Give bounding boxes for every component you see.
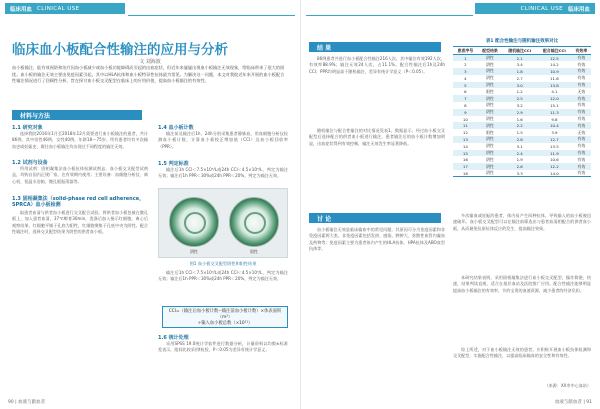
table-cell: 无效 <box>577 129 586 135</box>
table-cell: 11 <box>453 122 478 129</box>
right-header-rule <box>306 15 473 16</box>
table-cell: 阴性 <box>486 156 494 162</box>
table-row <box>453 82 591 89</box>
table-cell: 14.2 <box>550 62 559 68</box>
right-col2-para2 <box>453 275 591 345</box>
left-col2-para3 <box>158 341 288 393</box>
left-header-rule <box>128 15 295 16</box>
table-cell: 阴性 <box>486 116 494 122</box>
section-results-heading <box>309 42 441 52</box>
table-header-cell: 随机输注CCI <box>502 47 537 55</box>
table-cell: 3.1 <box>516 143 523 149</box>
table-cell: 2 <box>464 62 467 68</box>
table-row <box>453 61 591 68</box>
petri-dish-positive <box>229 197 279 247</box>
article-abstract: 血小板输注，能有效预防和治疗因血小板减少或血小板功能障碍而引起的出血症状，但近年来屡屡出现血小板输注无效现象，给临床带来了很大的困扰。血小板的输注无效主要由免疫因素引起，其中以HLA抗体和血小板特异性抗体最为常见。为解决这一问题，本文对我院近年来开展的血小板配合性输注情况进行了回顾性分析，旨在探讨血小板交叉配型在临床上的应用价值，提高血小板输注的有效性。 <box>12 65 285 84</box>
table-cell: 9.8 <box>551 116 558 122</box>
petri-dish-negative <box>169 197 219 247</box>
table-cell: 12.5 <box>537 55 572 62</box>
table-cell: 3.4 <box>516 62 523 68</box>
table-row <box>453 109 591 116</box>
table-cell: 阳性 <box>486 88 494 94</box>
subsection-1-6: 1.6 统计处理 <box>158 335 189 341</box>
table-cell: 有效 <box>577 156 586 162</box>
table-cell: 3.9 <box>551 130 558 136</box>
table-cell: 有效 <box>577 102 586 108</box>
table-header-cell: 有效率 <box>572 47 591 55</box>
table-cell: 4.1 <box>551 89 558 95</box>
para-text: 本研究结果表明，采用固相凝集法进行血小板交叉配型，操作简便、快速，结果判读直观，适合在基层血站及医院推广应用。配合性输注能够明显提高血小板输注的有效率，节约宝贵的血液资源，减少患者的经济负担。 <box>453 275 591 293</box>
dish-ring <box>244 212 266 234</box>
table-cell: 9 <box>453 109 478 116</box>
table-row <box>453 55 591 62</box>
table-cell: 阴性 <box>478 122 503 129</box>
right-col2-para1 <box>453 213 591 273</box>
table-cell: 有效 <box>572 150 591 157</box>
section-results-label: 结 果 <box>317 44 332 52</box>
table-cell: 2.2 <box>502 122 537 129</box>
table-cell: 有效 <box>572 136 591 143</box>
subsection-1-2: 1.2 试剂与设备 <box>12 160 48 166</box>
left-header-cn: 临床用血 <box>10 6 33 13</box>
article-signature: （来源：XX市中心血站） <box>544 383 591 388</box>
para-text: 输注后1h CCI＜7.5×10⁹/L或24h CCI＜4.5×10⁹/L，判定为输注无效；输注后1h PPR＜30%或24h PPR＜20%，判定为输注无效。 <box>158 167 288 179</box>
subsection-1-5: 1.5 判定标准 <box>158 161 189 167</box>
cci-formula-box <box>162 306 288 328</box>
table-cell: 18 <box>453 170 478 177</box>
table-row <box>453 170 591 177</box>
table-cell: 阴性 <box>478 150 503 157</box>
para-text: 综上所述，对于血小板输注无效的患者，应积极开展血小板抗体检测和交叉配型，实施配合性输注，以提高临床输血的安全性和有效性。 <box>453 347 591 359</box>
section-discussion-heading <box>309 213 441 223</box>
table-cell: 13.8 <box>537 82 572 89</box>
right-page-number: 血液与献血者 | 91 <box>554 400 592 405</box>
table-cell: 阴性 <box>478 109 503 116</box>
subsection-1-4: 1.4 血小板计数 <box>158 125 194 131</box>
table-row <box>453 95 591 102</box>
table-cell: 17 <box>453 163 478 170</box>
dish-negative-label: 阴性 <box>190 249 198 254</box>
right-col1-para1 <box>309 56 445 126</box>
right-page <box>300 0 600 409</box>
table-cell: 15.1 <box>550 102 559 108</box>
table-cell: 1.2 <box>516 89 523 95</box>
table-cell: 1.8 <box>502 68 537 75</box>
right-col2-para3 <box>453 347 591 381</box>
article-title: 临床血小板配合性输注的应用与分析 <box>12 42 228 58</box>
table-row <box>453 75 591 82</box>
article-author: 文 刘海波 <box>139 59 161 65</box>
right-header <box>475 3 595 14</box>
table-cell: 2.8 <box>502 136 537 143</box>
table-caption: 表1 配合性输注与随机输注效果对比 <box>485 39 559 44</box>
table-row <box>453 129 591 136</box>
table-cell: 7 <box>453 95 478 102</box>
table-cell: 12.7 <box>537 136 572 143</box>
right-col1-para3 <box>309 227 445 395</box>
table-cell: 11.9 <box>537 150 572 157</box>
left-col1-para3 <box>12 210 148 395</box>
table-cell: 阴性 <box>478 55 503 62</box>
table-cell: 阴性 <box>478 170 503 177</box>
subsection-1-1: 1.1 研究对象 <box>12 125 43 131</box>
left-page-number: 90 | 血液与献血者 <box>8 400 46 405</box>
left-col2-formula-intro <box>158 270 288 304</box>
table-cell: 阴性 <box>486 102 494 108</box>
para-text: 86例患者共进行血小板配合性输注216人次，其中输注有效192人次，有效率88.9%；输注无效24人次，占11.1%。配合性输注后1h及24h CCI、PPR均明显高于随机输注，差异有统计学意义（P＜0.05）。 <box>309 56 445 74</box>
right-header-cn: 临床用血 <box>567 6 590 13</box>
table-header-cell: 配合输注CCI <box>537 47 572 55</box>
table-row <box>453 163 591 170</box>
table-cell: 有效 <box>572 55 591 62</box>
table-cell: 有效 <box>577 116 586 122</box>
table-cell: 4 <box>464 75 467 81</box>
table-cell: 3 <box>453 68 478 75</box>
table-cell: 1.9 <box>516 157 523 163</box>
table-cell: 阴性 <box>486 61 494 67</box>
table-cell: 2.4 <box>502 150 537 157</box>
table-cell: 阴性 <box>486 143 494 149</box>
table-cell: 10 <box>462 116 468 122</box>
table-row <box>453 150 591 157</box>
figure-crossmatch <box>158 188 288 258</box>
para-text: 多次输血或妊娠的患者，体内易产生同种抗体，导致输入的血小板被迅速破坏。血小板交叉配型可以在输注前筛选出与患者血清相配合的供者血小板，从而避免抗原抗体反应的发生，提高输注效果。 <box>453 213 591 231</box>
left-col1-para2 <box>12 166 148 194</box>
dish-ring <box>184 212 206 234</box>
table-cell: 12.0 <box>537 95 572 102</box>
table-cell: 有效 <box>572 122 591 129</box>
table-cell: 13 <box>453 136 478 143</box>
section-discussion-label: 讨 论 <box>317 215 332 223</box>
table-header-cell: 患者序号 <box>453 47 478 55</box>
para-text: 随机输注与配合性输注的对比情况见表1。数据显示，经过血小板交叉配型后选择配合的供者血小板进行输注，患者输注后的血小板计数增加明显，出血症状得到有效控制，输注无效发生率显著降低。 <box>309 128 445 146</box>
table-cell: 3.0 <box>502 82 537 89</box>
table-row <box>453 68 591 75</box>
table-row <box>453 116 591 123</box>
left-header <box>5 3 125 14</box>
table-cell: 2.1 <box>502 55 537 62</box>
table-cell: 14.0 <box>537 170 572 177</box>
table-cell: 1.6 <box>516 116 523 122</box>
table-cell: 有效 <box>572 170 591 177</box>
table-cell: 有效 <box>572 82 591 89</box>
table-cell: 有效 <box>577 61 586 67</box>
results-table <box>453 46 591 177</box>
table-cell: 10.6 <box>550 157 559 163</box>
table-cell: 有效 <box>572 163 591 170</box>
table-cell: 有效 <box>572 109 591 116</box>
table-row <box>453 122 591 129</box>
table-cell: 13.5 <box>550 143 559 149</box>
table-cell: 有效 <box>572 68 591 75</box>
table-cell: 3.2 <box>516 102 523 108</box>
table-cell: 无效 <box>577 88 586 94</box>
figure-caption: 图1 血小板交叉配型阴性和阳性结果 <box>189 261 257 266</box>
right-header-en: CLINICAL USE <box>520 5 563 12</box>
section-methods-heading <box>12 110 142 120</box>
table-cell: 11.6 <box>550 75 559 81</box>
table-cell: 阴性 <box>478 163 503 170</box>
table-cell: 阴性 <box>486 75 494 81</box>
table-cell: 2.6 <box>502 163 537 170</box>
table-cell: 11.3 <box>537 109 572 116</box>
para-text: 选择我院2016年1月至2018年12月需要进行血小板输注的患者，共计86例，其中男性46例，女性40例，年龄18～75岁。所有患者均有多次输血史或妊娠史，既往血小板输注均出现过不同程度的输注无效。 <box>12 131 148 149</box>
para-text: 所用试剂：固相凝集法血小板抗体检测试剂盒、血小板交叉配型试剂盒，均购自国内正规厂家，在有效期内使用；主要设备：血细胞分析仪、离心机、恒温水浴箱、微孔板振荡器等。 <box>12 166 148 184</box>
para-text: 血小板输注无效是临床输血中的常见问题，其原因可分为免疫因素和非免疫因素两大类。非免疫因素包括发热、感染、脾肿大、弥散性血管内凝血及药物等；免疫因素主要为患者体内产生的HLA抗体、HPA抗体及ABO血型抗体等。 <box>309 227 445 251</box>
table-row <box>453 156 591 163</box>
table-cell: 阴性 <box>478 136 503 143</box>
table-cell: 有效 <box>572 95 591 102</box>
para-text: 输注前及输注后1h、24h分别采集患者静脉血，用血细胞分析仪检测血小板计数，计算血小板校正增加值（CCI）及血小板回收率（PPR）。 <box>158 131 288 149</box>
table-cell: 阴性 <box>478 82 503 89</box>
table-row <box>453 143 591 150</box>
left-col2-para1 <box>158 131 288 157</box>
table-cell: 阴性 <box>478 68 503 75</box>
table-cell: 2.9 <box>502 109 537 116</box>
table-row <box>453 136 591 143</box>
para-text: 取患者血清与供者血小板进行交叉配合试验。将供者血小板包被在微孔板上，加入患者血清，37℃孵育30min，洗涤后加入指示红细胞，离心后观察结果。红细胞平铺于孔底为阳性，红细胞聚集于孔底中央为阴性。配合性输注时，选择交叉配型结果为阴性的供者血小板。 <box>12 210 148 234</box>
table-row <box>453 102 591 109</box>
table-body <box>453 55 591 177</box>
subsection-1-3: 1.3 固相凝集法（solid-phase red cell adherence，SPRCA）血小板检测 <box>12 196 145 208</box>
table-cell: 15 <box>453 150 478 157</box>
right-col1-para2 <box>309 128 445 208</box>
table-cell: 阳性 <box>486 129 494 135</box>
table-cell: 阴性 <box>478 95 503 102</box>
para-text: 输注后1h CCI＜7.5×10⁹/L或24h CCI＜4.5×10⁹/L，判定为输注无效；输注后1h PPR＜30%或24h PPR＜20%，判定为输注无效。 <box>158 270 288 282</box>
left-header-en: CLINICAL USE <box>37 5 80 12</box>
table-cell: 3.3 <box>502 170 537 177</box>
table-cell: 2.5 <box>502 95 537 102</box>
table-cell: 12.2 <box>537 163 572 170</box>
table-header-row <box>453 47 591 55</box>
table-cell: 8 <box>464 102 467 108</box>
table-cell: 有效 <box>577 75 586 81</box>
table-cell: 6 <box>464 89 467 95</box>
table-cell: 1.5 <box>516 130 523 136</box>
table-cell: 12 <box>462 130 468 136</box>
table-row <box>453 88 591 95</box>
table-header-cell: 配型结果 <box>478 47 503 55</box>
table-cell: 16 <box>462 157 468 163</box>
table-cell: 10.4 <box>537 122 572 129</box>
formula-line-2: ÷输入血小板总数（×10¹¹） <box>197 321 253 326</box>
para-text: 采用SPSS 19.0统计学软件进行数据分析，计量资料以均数±标准差表示，组间比较采用t检验，P＜0.05为差异有统计学意义。 <box>158 341 288 353</box>
table-cell: 有效 <box>577 143 586 149</box>
section-methods-label: 材料与方法 <box>20 112 51 120</box>
formula-line-1: CCI=（输注后血小板计数−输注前血小板计数）×体表面积（m²） <box>168 309 282 320</box>
table-cell: 5 <box>453 82 478 89</box>
table-cell: 1 <box>453 55 478 62</box>
left-col1-para1 <box>12 131 148 157</box>
dish-positive-label: 阳性 <box>250 249 258 254</box>
left-col2-para2 <box>158 167 288 187</box>
table-cell: 14 <box>462 143 468 149</box>
table-cell: 10.9 <box>537 68 572 75</box>
table-cell: 2.7 <box>516 75 523 81</box>
